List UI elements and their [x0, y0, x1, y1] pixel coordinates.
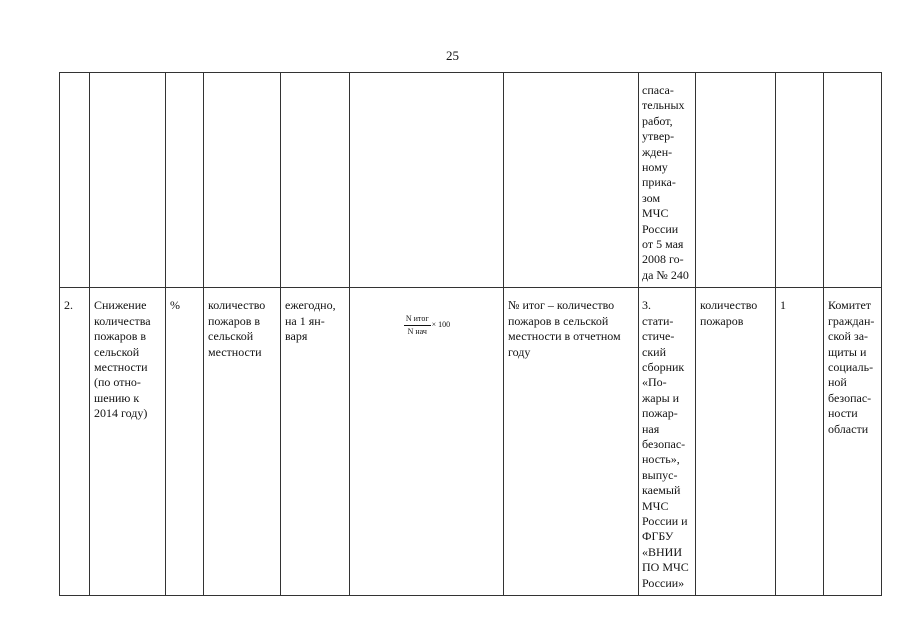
formula-numerator: N итог — [405, 313, 429, 323]
formula-multiplier: × 100 — [431, 320, 451, 330]
cell-formula-variables — [504, 73, 639, 288]
cell-number — [60, 73, 90, 288]
cell-info-unit — [696, 73, 776, 288]
indicators-table — [59, 72, 882, 596]
cell-formula — [350, 288, 504, 596]
formula-fraction — [404, 314, 431, 337]
cell-definition: количество пожаров в сельской местности — [204, 288, 281, 596]
cell-source: спаса- тельных работ, утвер- жден- ному прика- зом МЧС России от 5 мая 2008 го- да № 240 — [639, 73, 696, 288]
cell-formula-variables: № итог – количество пожаров в сельской местности в отчетном году — [504, 288, 639, 596]
cell-indicator — [90, 73, 166, 288]
cell-code: 1 — [776, 288, 824, 596]
cell-number: 2. — [60, 288, 90, 596]
cell-indicator: Снижение количества пожаров в сельской местности (по отно- шению к 2014 году) — [90, 288, 166, 596]
cell-info-unit: количество пожаров — [696, 288, 776, 596]
cell-definition — [204, 73, 281, 288]
cell-unit: % — [166, 288, 204, 596]
table-row — [60, 73, 882, 288]
page-number: 25 — [446, 48, 459, 63]
cell-unit — [166, 73, 204, 288]
table-row — [60, 288, 882, 596]
cell-date: ежегодно, на 1 ян- варя — [281, 288, 350, 596]
formula — [354, 314, 500, 337]
formula-denominator: N нач — [407, 326, 427, 336]
cell-source: 3. стати- стиче- ский сборник «По- жары и пожар- ная безопас- ность», выпус- каемый МЧС России и ФГБУ «ВНИИ ПО МЧС России» — [639, 288, 696, 596]
cell-responsible: Комитет граждан- ской за- щиты и социаль- ной безопас- ности области — [824, 288, 882, 596]
cell-code — [776, 73, 824, 288]
cell-formula — [350, 73, 504, 288]
cell-date — [281, 73, 350, 288]
cell-responsible — [824, 73, 882, 288]
